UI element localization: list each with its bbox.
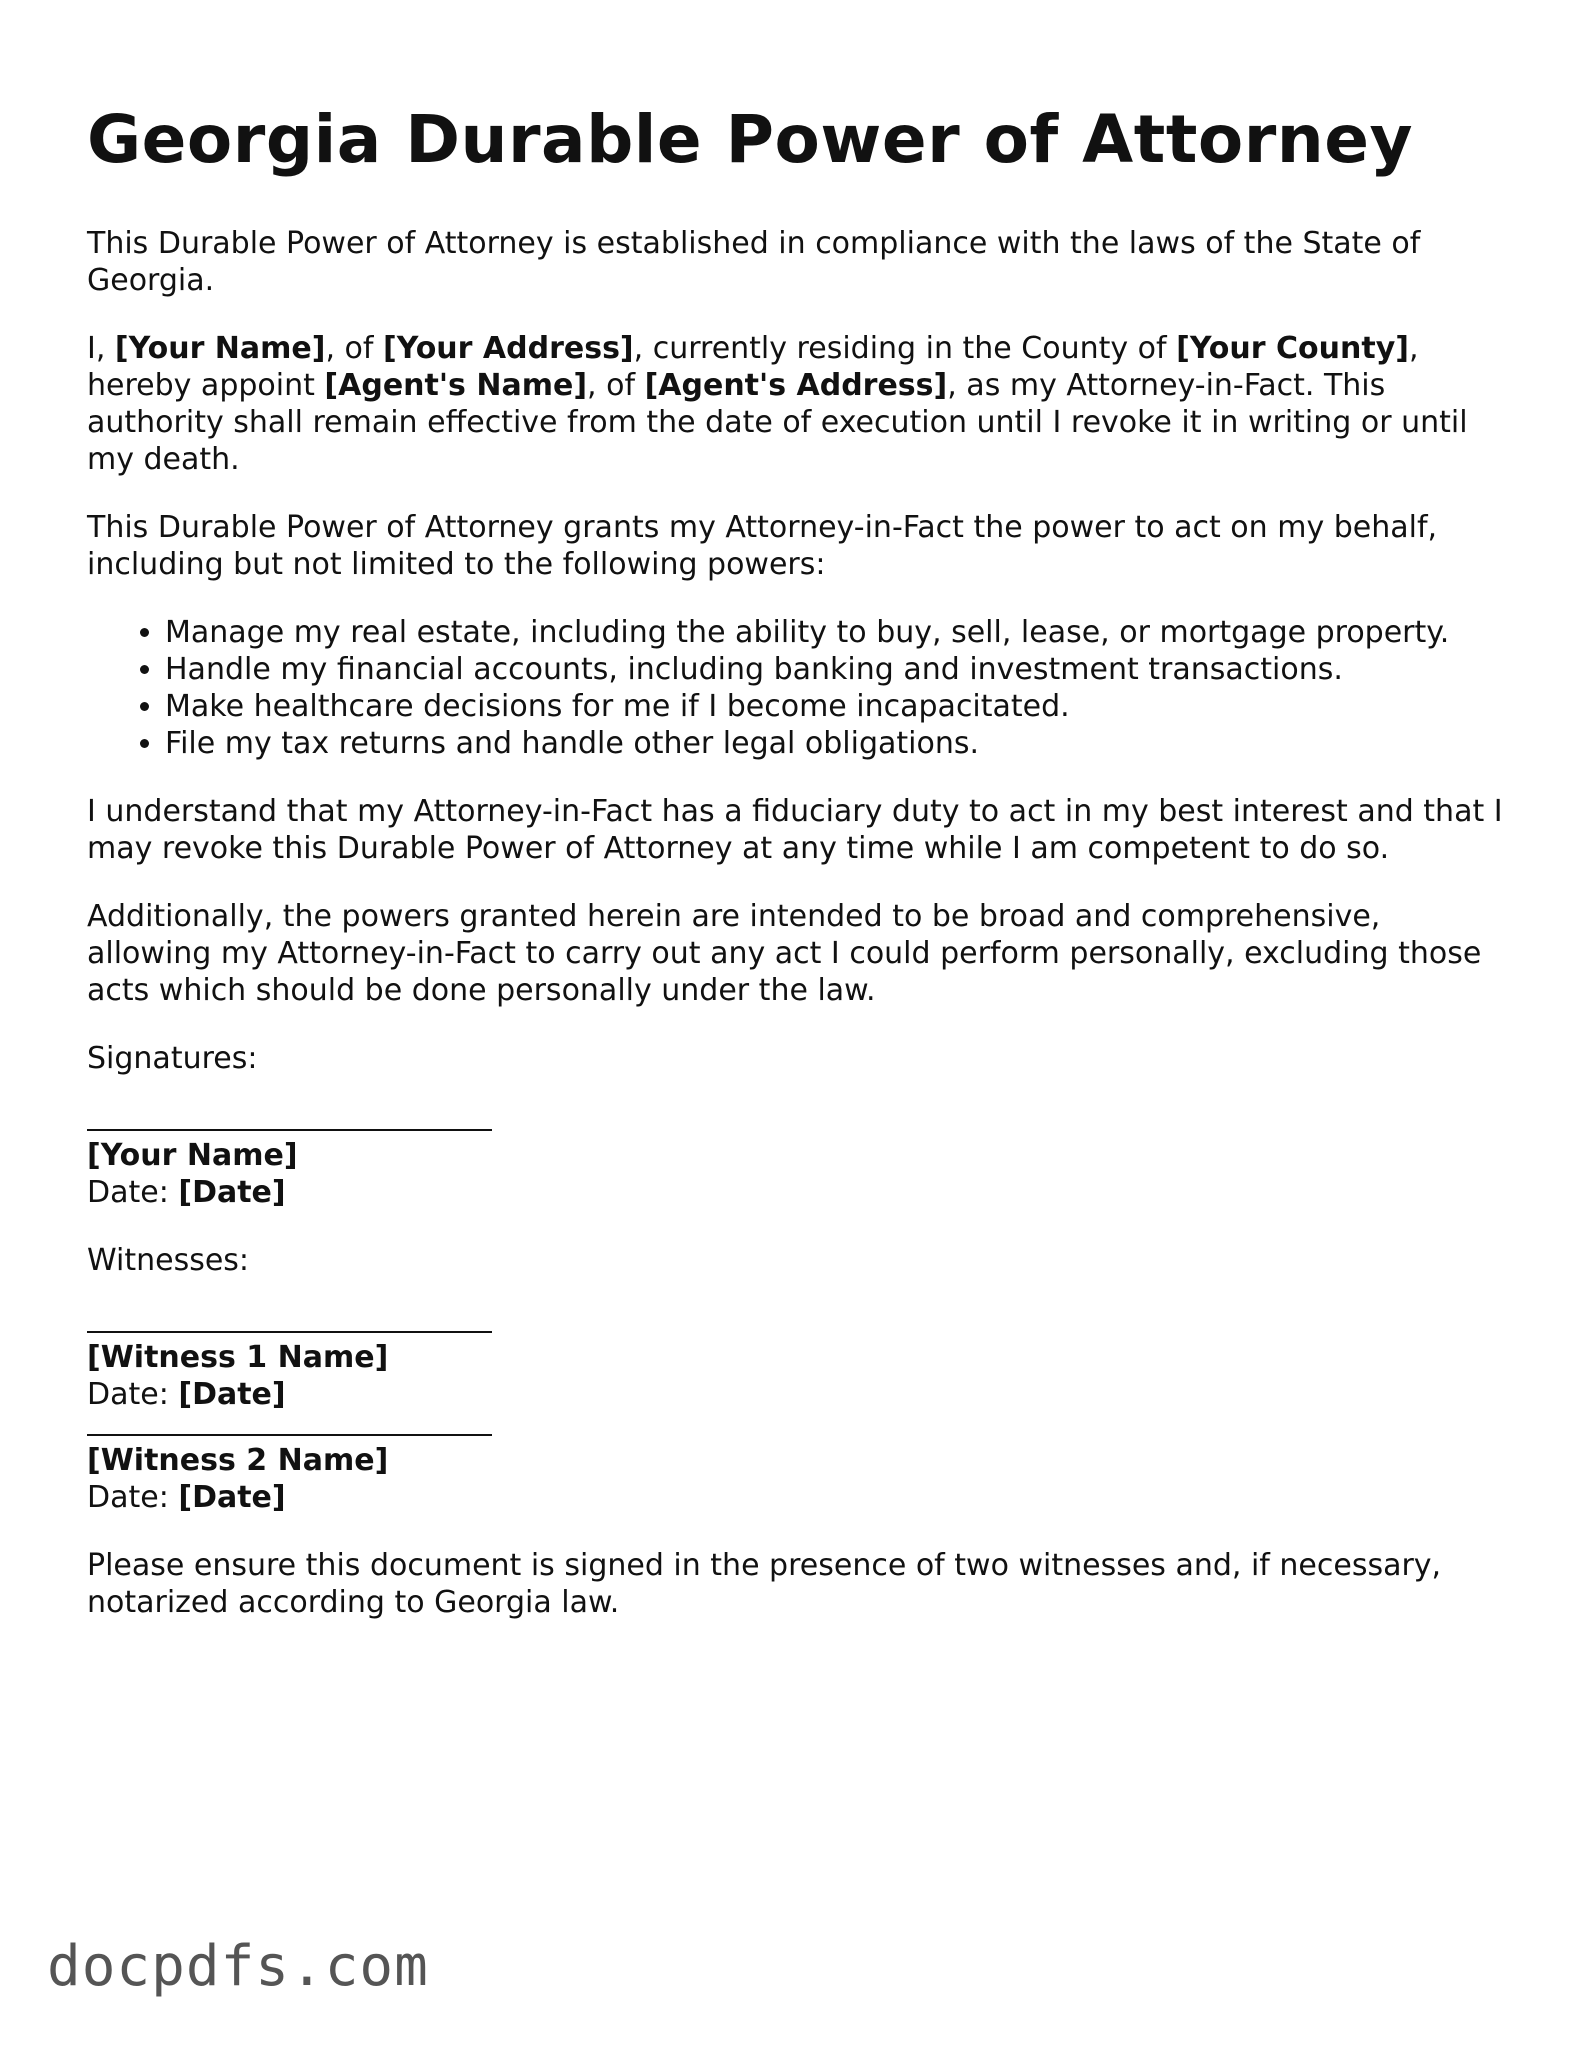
principal-signature-block xyxy=(87,1129,1507,1211)
principal-signature-line xyxy=(87,1129,492,1131)
agent-address-placeholder: [Agent's Address] xyxy=(644,368,948,404)
witness-1-name: [Witness 1 Name] xyxy=(87,1340,389,1376)
witness-1-date-value: [Date] xyxy=(178,1377,286,1413)
signatures-label: Signatures: xyxy=(87,1041,258,1077)
appointment-paragraph xyxy=(87,330,1507,478)
appointment-text-1: I, xyxy=(87,331,115,367)
appointment-text-3: , currently residing in the County of xyxy=(633,331,1177,367)
principal-county-placeholder: [Your County] xyxy=(1176,331,1409,367)
principal-name-placeholder: [Your Name] xyxy=(114,331,326,367)
document-page xyxy=(87,100,1507,1652)
power-item: • Handle my financial accounts, including banking and investment transactions. xyxy=(165,651,1507,688)
document-title: Georgia Durable Power of Attorney xyxy=(87,101,1414,178)
closing-paragraph: Please ensure this document is signed in the presence of two witnesses and, if necessary, notarized according to Georgia law. xyxy=(87,1548,1442,1621)
witness-1-date-label: Date: xyxy=(87,1377,179,1413)
witness-2-date-value: [Date] xyxy=(178,1480,286,1516)
principal-date-row xyxy=(87,1174,1507,1211)
witness-1-signature-block xyxy=(87,1331,1507,1413)
witness-2-signature-line xyxy=(87,1434,492,1436)
power-item: • File my tax returns and handle other legal obligations. xyxy=(165,725,1507,762)
witnesses-label: Witnesses: xyxy=(87,1243,250,1279)
powers-list xyxy=(87,614,1507,762)
principal-date-label: Date: xyxy=(87,1175,179,1211)
principal-date-value: [Date] xyxy=(178,1175,286,1211)
witness-1-date-row xyxy=(87,1376,1507,1413)
power-item: • Manage my real estate, including the ability to buy, sell, lease, or mortgage property. xyxy=(165,614,1507,651)
fiduciary-paragraph: I understand that my Attorney-in-Fact has a fiduciary duty to act in my best interest and that I may revoke this Durable Power of Attorney at any time while I am competent to do so. xyxy=(87,794,1503,867)
witness-2-name: [Witness 2 Name] xyxy=(87,1443,389,1479)
appointment-text-2: , of xyxy=(325,331,384,367)
watermark: docpdfs.com xyxy=(47,1934,429,1999)
agent-name-placeholder: [Agent's Name] xyxy=(324,368,588,404)
appointment-text-4: , hereby appoint xyxy=(87,331,1419,404)
witness-2-date-row xyxy=(87,1479,1507,1516)
powers-intro-paragraph: This Durable Power of Attorney grants my Attorney-in-Fact the power to act on my behalf, including but not limited to the following powers: xyxy=(87,510,1438,583)
witness-2-signature-block xyxy=(87,1434,1507,1516)
additional-powers-paragraph: Additionally, the powers granted herein are intended to be broad and comprehensive, allowing my Attorney-in-Fact to carry out any act I could perform personally, excluding those acts which should be done personally under the law. xyxy=(87,899,1482,1009)
witness-2-date-label: Date: xyxy=(87,1480,179,1516)
intro-paragraph: This Durable Power of Attorney is established in compliance with the laws of the State of Georgia. xyxy=(87,226,1421,299)
appointment-text-5: , of xyxy=(587,368,645,404)
appointment-text-6: , as my Attorney-in-Fact. This authority shall remain effective from the date of execution until I revoke it in writing or until my death. xyxy=(87,368,1468,478)
witness-1-signature-line xyxy=(87,1331,492,1333)
principal-signature-name: [Your Name] xyxy=(87,1138,298,1174)
power-item: • Make healthcare decisions for me if I become incapacitated. xyxy=(165,688,1507,725)
principal-address-placeholder: [Your Address] xyxy=(383,331,634,367)
